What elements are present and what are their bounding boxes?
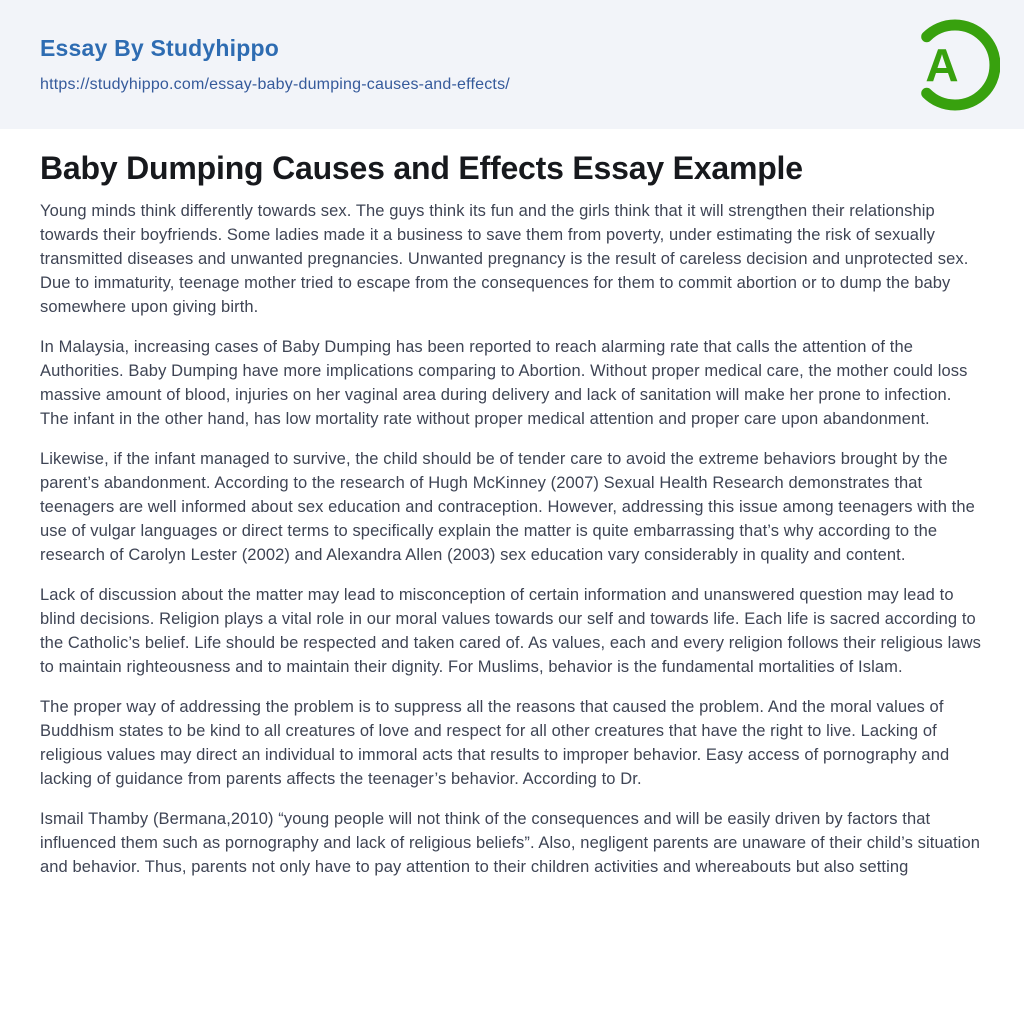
essay-paragraph-5: The proper way of addressing the problem is to suppress all the reasons that caused the problem. And the moral values of Buddhism states to be kind to all creatures of love and respect for all other creatures that have the right to live. Lacking of religious values may direct an individual to immoral acts that results to improper behavior. Easy access of pornography and lacking of guidance from parents affects the teenager’s behavior. According to Dr. xyxy=(40,698,950,788)
header xyxy=(0,0,1024,129)
essay-paragraph-3: Likewise, if the infant managed to survive, the child should be of tender care to avoid the extreme behaviors brought by the parent’s abandonment. According to the research of Hugh McKinney (2007) Sexual Health Research demonstrates that teenagers are well informed about sex education and contraception. However, addressing this issue among teenagers with the use of vulgar languages or direct terms to specifically explain the matter is quite embarrassing that’s why according to the research of Carolyn Lester (2002) and Alexandra Allen (2003) sex education vary considerably in quality and content. xyxy=(40,450,975,564)
essay-paragraph-1: Young minds think differently towards sex. The guys think its fun and the girls think that it will strengthen their relationship towards their boyfriends. Some ladies made it a business to save them from poverty, under estimating the risk of sexually transmitted diseases and unwanted pregnancies. Unwanted pregnancy is the result of careless decision and unprotected sex. Due to immaturity, teenage mother tried to escape from the consequences for them to commit abortion or to dump the baby somewhere upon giving birth. xyxy=(40,202,969,316)
studyhippo-logo-icon xyxy=(900,15,1000,115)
page-title: Baby Dumping Causes and Effects Essay Example xyxy=(40,150,803,186)
essay-paragraph-6: Ismail Thamby (Bermana,2010) “young people will not think of the consequences and will be easily driven by factors that influenced them such as pornography and lack of religious beliefs”. Also, negligent parents are unaware of their child’s situation and behavior. Thus, parents not only have to pay attention to their children activities and whereabouts but also setting xyxy=(40,810,980,876)
article-body xyxy=(0,129,1024,879)
header-text-block xyxy=(40,35,510,94)
essay-paragraph-2: In Malaysia, increasing cases of Baby Dumping has been reported to reach alarming rate that calls the attention of the Authorities. Baby Dumping have more implications comparing to Abortion. Without proper medical care, the mother could loss massive amount of blood, injuries on her vaginal area during delivery and lack of sanitation will make her prone to infection. The infant in the other hand, has low mortality rate without proper medical attention and proper care upon abandonment. xyxy=(40,338,968,428)
source-url-link[interactable]: https://studyhippo.com/essay-baby-dumping-causes-and-effects/ xyxy=(40,76,510,93)
logo-letter: A xyxy=(925,38,959,91)
source-title: Essay By Studyhippo xyxy=(40,35,279,61)
essay-paragraph-4: Lack of discussion about the matter may lead to misconception of certain information and unanswered question may lead to blind decisions. Religion plays a vital role in our moral values towards our self and towards life. Each life is sacred according to the Catholic’s belief. Life should be respected and taken cared of. As values, each and every religion follows their religious laws to maintain righteousness and to maintain their dignity. For Muslims, behavior is the fundamental mortalities of Islam. xyxy=(40,586,981,676)
